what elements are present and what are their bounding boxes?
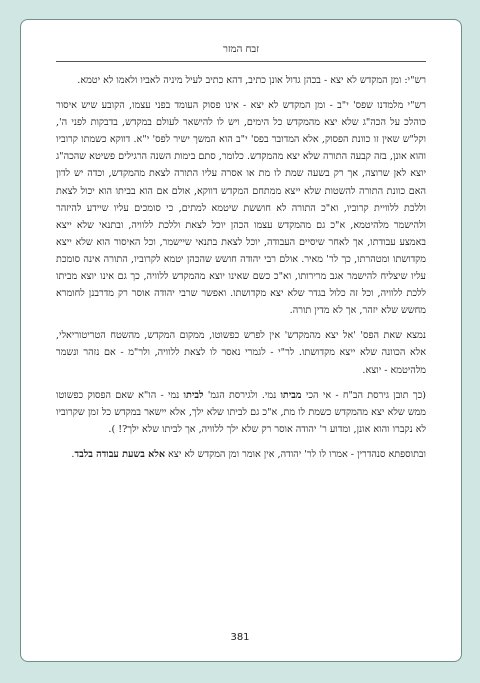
paragraph-4-text-c: נמי - הו"א שאם הפסוק כפשוטו ממש שלא יצא מהמקדש כשמת לו מת, א"כ גם לביתו שלא ילך, אלא יישאר במקדש כל זמן שקרוביו לא נקברו והוא אונן, ומדוע ר' יהודה אוסר רק שלא ילך ללוויה, אך לביתו שלא ילך?! ). [56,389,426,435]
paragraph-4-text-b: נמי. ולגירסת הגמ' [203,389,281,401]
paragraph-5 [56,446,426,463]
bold-conclusion: אלא בשעת עבודה בלבד [74,448,165,460]
paragraph-5-text-a: ובתוספתא סנהדרין - אמרו לו לר' יהודה, אין אומר ומן המקדש לא יצא [164,448,426,460]
text-body [56,72,426,471]
paragraph-1-text: רש"י: ומן המקדש לא יצא - בכהן גדול אונן כתיב, דהא כתיב לעיל מיניה לאביו ולאמו לא יטמא. [77,75,426,86]
header-title: זבח המזר [222,44,260,55]
bold-term-leveito: לביתו [183,389,204,401]
page-number: 381 [230,632,250,643]
paragraph-4-text-a: (כך תובן גירסת הב"ח - אי הכי [301,389,427,401]
paragraph-3-text: נמצא שאת הפס' 'אל יצא מהמקדש' אין לפרש כפשוטו, ממקום המקדש, מהשטח הטריטוריאלי, אלא הכוונה שלא ייצא מקדושתו. לר"י - לגמרי נאסר לו לצאת ללוויה, ולר"מ - אם נזהר ונשמר מלהיטמא - יוצא. [56,330,426,376]
paragraph-1 [56,72,426,89]
paragraph-4 [56,387,426,438]
paragraph-2-text: רש"י מלמדנו שפס' י"ב - ומן המקדש לא יצא - אינו פסוק העומד בפני עצמו, הקובע שיש איסור כוהלכ על הכה"ג שלא יצא מהמקדש כל הימים, ויש לו להישאר לעולם במקדש, בדבקות לפני ה', וקל"ש שאין זו כוונת הפסוק, אלא המדובר בפס' י"ב הוא המשך ישיר לפס' י"א. דווקא כשמתו קרוביו והוא אונן, בזה קבעה התורה שלא יצא מהמקדש. כלומר, סתם בימות השנה הרגילים פשיטא שהכה"ג יוצא לאן שרוצה, אך רק בשעה שמת לו מת או אסרה עליו התורה לצאת מהמקדש, וכדה יש לדון האם כוונת התורה להשטות שלא ייצא ממתחם המקדש דווקא, אולם אם הוא בביתו הוא יכול לצאת וללכת ללוויית קרוביו, וא"כ התורה לא חוששת שיטמא למתים, כי סומכים עליו שיידע להיזהר ולהישמר מלהיטמא, א"כ גם מהמקדש עצמו הכהן יוכל לצאת וללכת ללוויה, ובתנאי שלא ייצא באמצע עבודתו, אך לאחר שיסיים העבודה, יוכל לצאת בתנאי שיישמר, וכל האיסור הוא שלא ייצא מקדושתו ומטהרתו, כך לר' מאיר. אולם רבי יהודה חושש שהכהן יטמא לקרוביו, התורה אינה סומכת עליו שיצליח להישמר אגב מרירותו, וא"כ כשם שאינו יוצא מהמקדש ללוויה, כך גם אינו יוצא מביתו ללכת ללוויה, וכל זה כלול בגדר שלא יצא מקדושתו. ואפשר שרבי יהודה אוסר רק מדרבנן לחומרא מחשש שלא יזהר, אך לא מדין תורה. [56,100,426,317]
running-header [56,39,426,62]
paragraph-5-text-b: . [71,448,75,460]
paragraph-2 [56,97,426,319]
bold-term-mibeito: מביתו [280,389,302,401]
paragraph-3 [56,327,426,378]
